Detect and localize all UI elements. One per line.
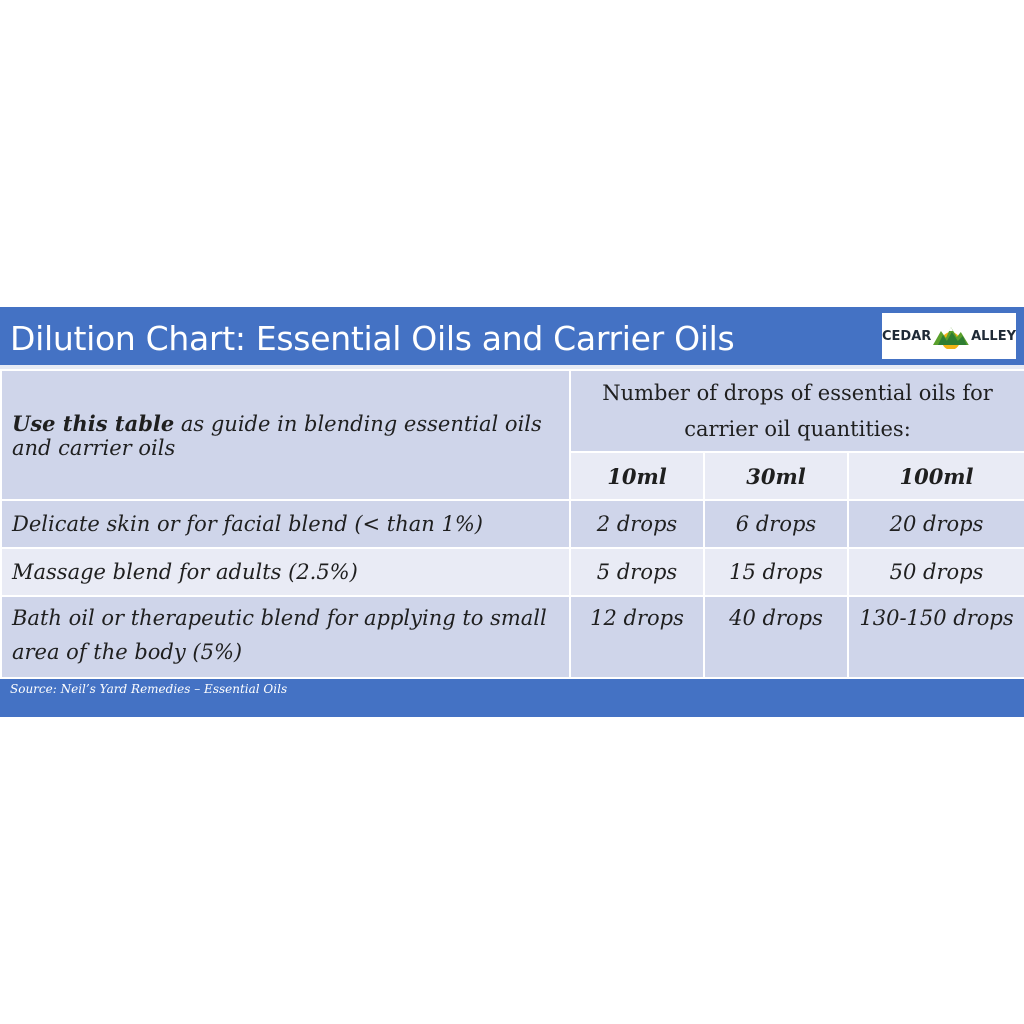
- group-header: Number of drops of essential oils for carrier oil quantities:: [570, 370, 1024, 452]
- table-cell: 130-150 drops: [848, 596, 1024, 678]
- table-row: [1, 596, 1024, 678]
- intro-cell: [1, 370, 570, 500]
- logo-text-left: CEDAR: [882, 328, 932, 344]
- dilution-table: [0, 369, 1024, 679]
- column-header-100ml: 100ml: [848, 452, 1024, 500]
- table-cell: 40 drops: [704, 596, 848, 678]
- table-row: [1, 548, 1024, 596]
- table-cell: 20 drops: [848, 500, 1024, 548]
- table-cell: 15 drops: [704, 548, 848, 596]
- row-label: Massage blend for adults (2.5%): [1, 548, 570, 596]
- intro-bold-text: Use this table: [12, 410, 175, 436]
- dilution-chart: [0, 307, 1024, 717]
- column-header-30ml: 30ml: [704, 452, 848, 500]
- table-cell: 2 drops: [570, 500, 704, 548]
- column-header-10ml: 10ml: [570, 452, 704, 500]
- table-cell: 5 drops: [570, 548, 704, 596]
- table-row: [1, 500, 1024, 548]
- source-note: Source: Neil’s Yard Remedies – Essential Oils: [10, 682, 288, 696]
- brand-logo: [882, 313, 1016, 359]
- table-cell: 6 drops: [704, 500, 848, 548]
- mountain-logo-icon: [933, 323, 969, 349]
- row-label: Delicate skin or for facial blend (< than 1%): [1, 500, 570, 548]
- row-label: Bath oil or therapeutic blend for applying to small area of the body (5%): [1, 596, 570, 678]
- chart-title: Dilution Chart: Essential Oils and Carrier Oils: [10, 319, 735, 358]
- logo-text-right: ALLEY: [971, 328, 1016, 344]
- title-bar: [0, 307, 1024, 365]
- table-cell: 12 drops: [570, 596, 704, 678]
- table-cell: 50 drops: [848, 548, 1024, 596]
- intro-text: as guide in blending essential oils and carrier oils: [12, 411, 542, 460]
